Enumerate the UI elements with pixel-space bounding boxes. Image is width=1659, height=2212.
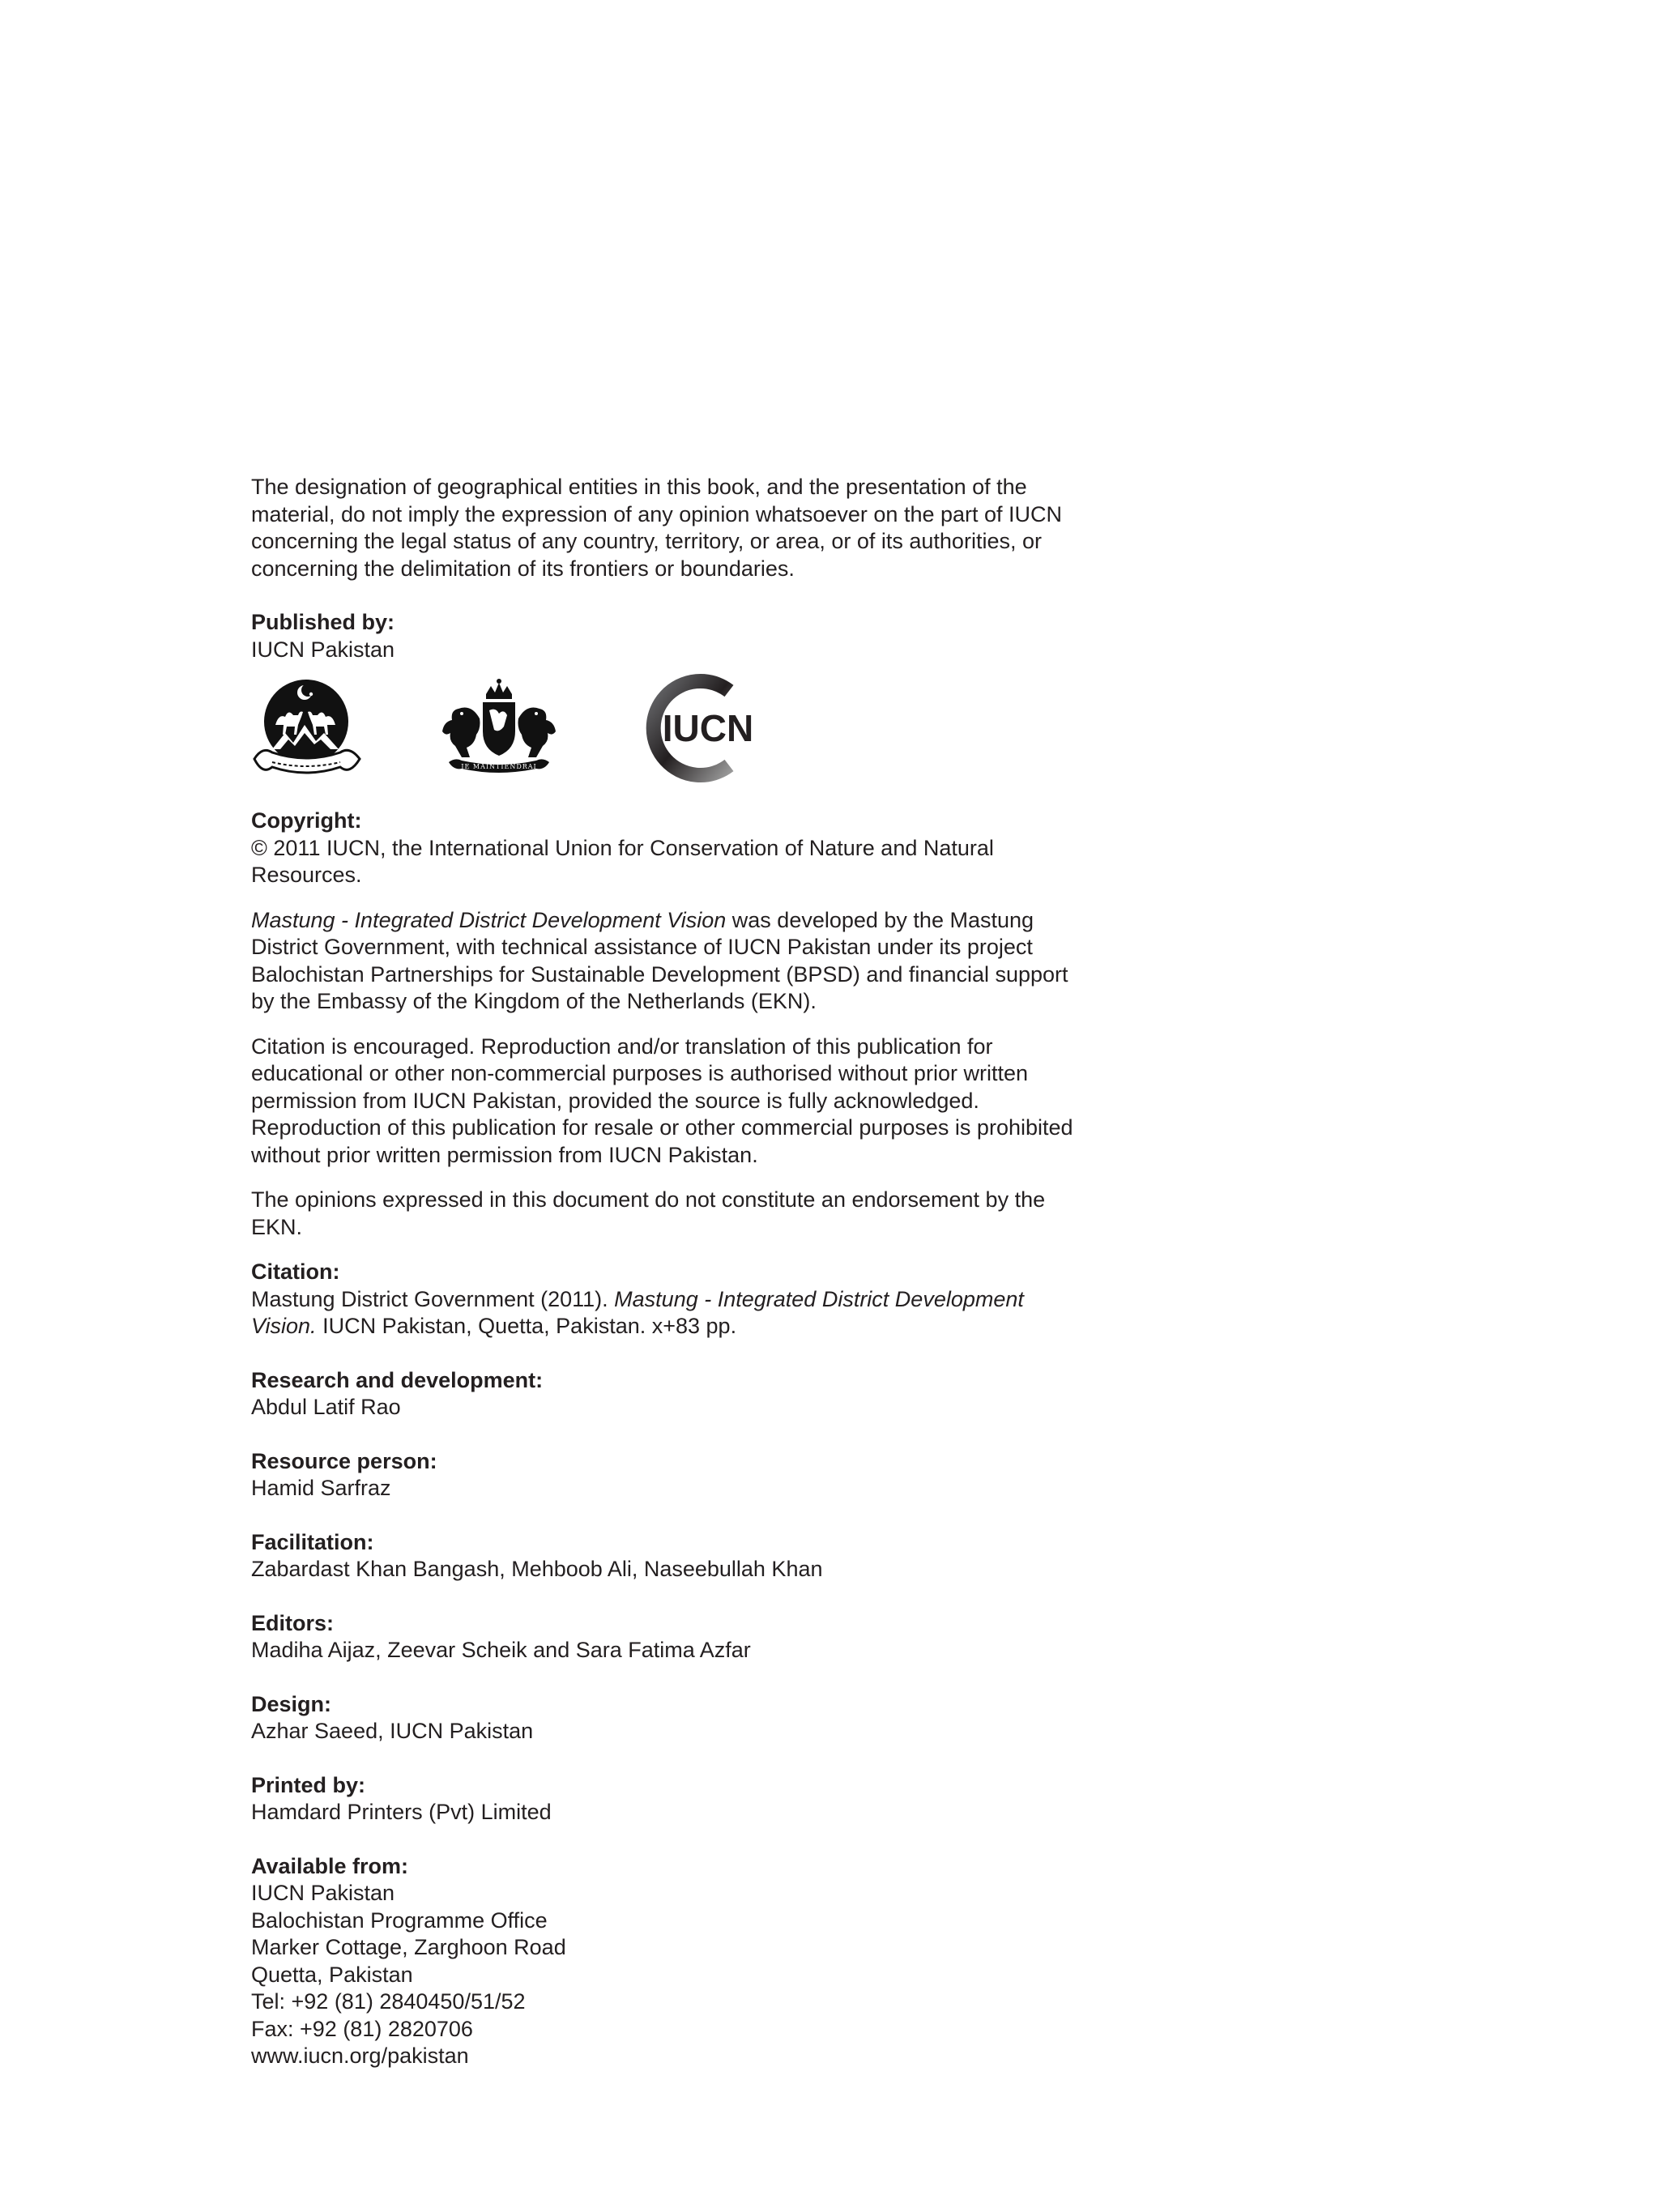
design-section — [251, 1691, 1094, 1745]
published-by-section — [251, 609, 1094, 663]
address-line: Marker Cottage, Zarghoon Road — [251, 1935, 566, 1959]
editors-value: Madiha Aijaz, Zeevar Scheik and Sara Fatima Azfar — [251, 1638, 751, 1662]
reproduction-paragraph: Citation is encouraged. Reproduction and/or translation of this publication for educational or other non-commercial purposes is authorised without prior written permission from IUCN Pakistan, provided the source is fully acknowledged. Reproduction of this publication for resale or other commercial purposes is prohibited without prior written permission from IUCN Pakistan. — [251, 1034, 1073, 1167]
citation-text — [251, 1286, 1094, 1340]
fax-number: Fax: +92 (81) 2820706 — [251, 2016, 473, 2041]
address-line: Balochistan Programme Office — [251, 1907, 548, 1933]
resource-person-heading: Resource person: — [251, 1448, 437, 1473]
design-value: Azhar Saeed, IUCN Pakistan — [251, 1719, 534, 1743]
editors-heading: Editors: — [251, 1610, 335, 1635]
published-by-value: IUCN Pakistan — [251, 637, 395, 662]
facilitation-heading: Facilitation: — [251, 1529, 374, 1554]
copyright-text: © 2011 IUCN, the International Union for Conservation of Nature and Natural Resources. — [251, 835, 994, 887]
facilitation-section — [251, 1529, 1094, 1583]
iucn-logo-icon — [633, 673, 755, 783]
svg-text:IUCN: IUCN — [662, 707, 754, 749]
copyright-section — [251, 808, 1094, 889]
resource-person-value: Hamid Sarfraz — [251, 1476, 391, 1500]
citation-title: Mastung - Integrated District Development Vision. — [251, 1286, 1024, 1338]
partner-logos — [251, 673, 1094, 783]
citation-heading: Citation: — [251, 1259, 340, 1284]
development-text: was developed by the Mastung District Government, with technical assistance of IUCN Pakistan under its project Balochistan Partnerships for Sustainable Development (BPSD) and financial support by the Embassy of the Kingdom of the Netherlands (EKN). — [251, 907, 1068, 1013]
available-from-heading: Available from: — [251, 1853, 409, 1878]
development-paragraph — [251, 907, 1094, 1016]
available-from-section — [251, 1853, 1094, 2070]
research-value: Abdul Latif Rao — [251, 1395, 401, 1419]
disclaimer-text: The designation of geographical entities in this book, and the presentation of the material, do not imply the expression of any opinion whatsoever on the part of IUCN concerning the legal status of any country, territory, or area, or of its authorities, or concerning the delimitation of its frontiers or boundaries. — [251, 475, 1063, 581]
imprint-page — [251, 474, 1094, 2070]
published-by-heading: Published by: — [251, 610, 395, 634]
address-block — [251, 1880, 1094, 2070]
phone-number: Tel: +92 (81) 2840450/51/52 — [251, 1989, 526, 2014]
website-url: www.iucn.org/pakistan — [251, 2044, 469, 2068]
balochistan-government-emblem-icon — [251, 675, 365, 782]
citation-section — [251, 1259, 1094, 1340]
copyright-heading: Copyright: — [251, 808, 362, 833]
address-line: IUCN Pakistan — [251, 1881, 395, 1905]
research-heading: Research and development: — [251, 1367, 544, 1392]
facilitation-value: Zabardast Khan Bangash, Mehboob Ali, Naseebullah Khan — [251, 1557, 823, 1581]
printed-by-heading: Printed by: — [251, 1772, 366, 1797]
design-heading: Design: — [251, 1691, 332, 1716]
address-line: Quetta, Pakistan — [251, 1962, 413, 1987]
development-title: Mastung - Integrated District Development Vision — [251, 907, 727, 932]
opinions-paragraph: The opinions expressed in this document do not constitute an endorsement by the EKN. — [251, 1187, 1046, 1239]
printed-by-value: Hamdard Printers (Pvt) Limited — [251, 1800, 552, 1824]
citation-suffix: IUCN Pakistan, Quetta, Pakistan. x+83 pp. — [316, 1314, 737, 1338]
svg-text:JE MAINTIENDRAI: JE MAINTIENDRAI — [461, 763, 537, 770]
citation-prefix: Mastung District Government (2011). — [251, 1286, 615, 1311]
research-section — [251, 1367, 1094, 1421]
editors-section — [251, 1610, 1094, 1664]
printed-by-section — [251, 1772, 1094, 1826]
resource-person-section — [251, 1448, 1094, 1502]
netherlands-coat-of-arms-icon — [429, 678, 569, 778]
